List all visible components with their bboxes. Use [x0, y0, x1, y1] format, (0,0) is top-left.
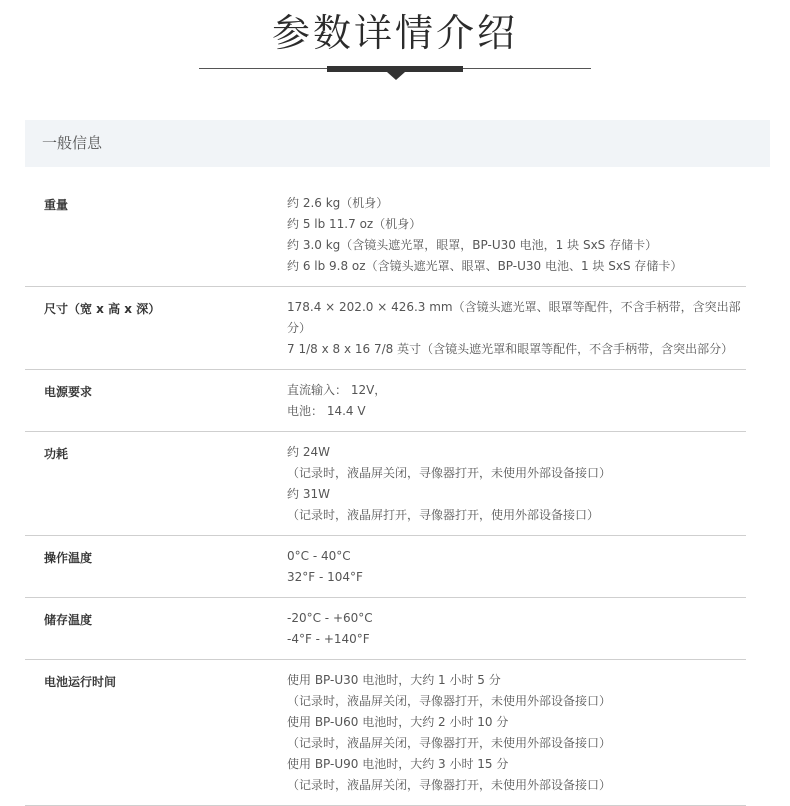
spec-value-line: （记录时，液晶屏关闭，寻像器打开，未使用外部设备接口） — [287, 466, 612, 480]
spec-value-line: 约 5 lb 11.7 oz（机身） — [287, 217, 422, 231]
spec-table — [25, 183, 746, 806]
spec-value-line: 32°F - 104°F — [287, 570, 363, 584]
spec-row-power-requirements — [25, 370, 746, 432]
spec-row-battery-runtime — [25, 660, 746, 806]
spec-values — [287, 193, 746, 277]
section-title: 一般信息 — [42, 134, 103, 152]
spec-value-line: （记录时，液晶屏关闭，寻像器打开，未使用外部设备接口） — [287, 778, 612, 792]
spec-value-line: （记录时，液晶屏关闭，寻像器打开，未使用外部设备接口） — [287, 736, 612, 750]
spec-value-line: 约 2.6 kg（机身） — [287, 196, 389, 210]
spec-values — [287, 546, 746, 588]
spec-value-line: 178.4 × 202.0 × 426.3 mm（含镜头遮光罩、眼罩等配件，不含手柄带，含突出部分） — [287, 300, 741, 335]
spec-value-line: 约 6 lb 9.8 oz（含镜头遮光罩、眼罩、BP-U30 电池、1 块 SxS 存储卡） — [287, 259, 683, 273]
spec-label: 重量 — [44, 198, 69, 212]
spec-row-dimensions — [25, 287, 746, 370]
title-area — [0, 0, 790, 90]
spec-value-line: 约 24W — [287, 445, 330, 459]
title-divider-arrow-icon — [387, 72, 405, 80]
spec-values — [287, 608, 746, 650]
spec-values — [287, 670, 746, 796]
spec-label: 尺寸（宽 x 高 x 深） — [44, 302, 161, 316]
spec-label: 电源要求 — [44, 385, 93, 399]
spec-value-line: 电池： 14.4 V — [287, 404, 366, 418]
page-title: 参数详情介绍 — [271, 11, 518, 55]
spec-row-operating-temperature — [25, 536, 746, 598]
spec-label: 功耗 — [44, 447, 69, 461]
spec-values — [287, 380, 746, 422]
spec-value-line: -20°C - +60°C — [287, 611, 373, 625]
spec-value-line: 7 1/8 x 8 x 16 7/8 英寸（含镜头遮光罩和眼罩等配件，不含手柄带，含突出部分） — [287, 342, 734, 356]
spec-value-line: 使用 BP-U30 电池时，大约 1 小时 5 分 — [287, 673, 501, 687]
spec-label: 储存温度 — [44, 613, 93, 627]
spec-value-line: （记录时，液晶屏打开，寻像器打开，使用外部设备接口） — [287, 508, 600, 522]
spec-values — [287, 442, 746, 526]
spec-label: 电池运行时间 — [44, 675, 117, 689]
spec-value-line: 使用 BP-U90 电池时，大约 3 小时 15 分 — [287, 757, 509, 771]
spec-value-line: 约 31W — [287, 487, 330, 501]
spec-row-storage-temperature — [25, 598, 746, 660]
spec-row-weight — [25, 183, 746, 287]
spec-values — [287, 297, 746, 360]
spec-row-power-consumption — [25, 432, 746, 536]
spec-value-line: -4°F - +140°F — [287, 632, 370, 646]
spec-value-line: 使用 BP-U60 电池时，大约 2 小时 10 分 — [287, 715, 509, 729]
section-header — [25, 120, 770, 167]
spec-value-line: （记录时，液晶屏关闭，寻像器打开，未使用外部设备接口） — [287, 694, 612, 708]
spec-label: 操作温度 — [44, 551, 93, 565]
spec-value-line: 0°C - 40°C — [287, 549, 351, 563]
spec-value-line: 直流输入： 12V， — [287, 383, 387, 397]
spec-value-line: 约 3.0 kg（含镜头遮光罩，眼罩，BP-U30 电池，1 块 SxS 存储卡） — [287, 238, 658, 252]
